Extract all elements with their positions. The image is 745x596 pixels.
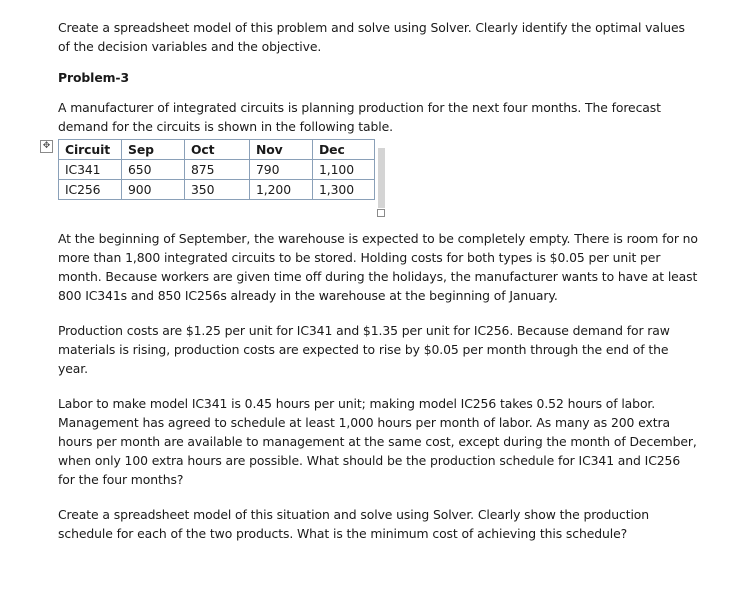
resize-handle-icon[interactable] bbox=[377, 209, 385, 217]
table-cell[interactable]: 650 bbox=[122, 160, 185, 180]
demand-table-container bbox=[42, 139, 388, 203]
table-cell[interactable]: 790 bbox=[250, 160, 313, 180]
table-header-row bbox=[59, 140, 375, 160]
problem-heading: Problem-3 bbox=[58, 70, 129, 85]
document-body bbox=[42, 18, 698, 559]
paragraph-labor: Labor to make model IC341 is 0.45 hours per unit; making model IC256 takes 0.52 hours of labor. Management has agreed to schedule at least 1,000 hours per month of labor. As many as 200 extra hours per month are available to management at the same cost, except during the month of December, when only 100 extra hours are possible. What should be the production schedule for IC341 and IC256 for the four months? bbox=[58, 396, 697, 487]
table-cell[interactable]: 1,100 bbox=[313, 160, 375, 180]
intro-text: Create a spreadsheet model of this problem and solve using Solver. Clearly identify the optimal values of the decision variables and the objective. bbox=[58, 20, 685, 54]
paragraph-warehouse: At the beginning of September, the warehouse is expected to be completely empty. There is room for no more than 1,800 integrated circuits to be stored. Holding costs for both types is $0.05 per unit per month. Because workers are given time off during the holidays, the manufacturer wants to have at least 800 IC341s and 850 IC256s already in the warehouse at the beginning of January. bbox=[58, 231, 698, 303]
table-row bbox=[59, 180, 375, 200]
table-cell[interactable]: 875 bbox=[185, 160, 250, 180]
table-cell[interactable]: IC341 bbox=[59, 160, 122, 180]
header-cell-oct[interactable]: Oct bbox=[185, 140, 250, 160]
column-selection-shade bbox=[378, 148, 385, 208]
header-cell-sep[interactable]: Sep bbox=[122, 140, 185, 160]
table-cell[interactable]: IC256 bbox=[59, 180, 122, 200]
paragraph-task: Create a spreadsheet model of this situation and solve using Solver. Clearly show the production schedule for each of the two products. What is the minimum cost of achieving this schedule? bbox=[58, 507, 650, 541]
table-row bbox=[59, 160, 375, 180]
header-cell-nov[interactable]: Nov bbox=[250, 140, 313, 160]
table-cell[interactable]: 1,300 bbox=[313, 180, 375, 200]
table-cell[interactable]: 900 bbox=[122, 180, 185, 200]
move-icon[interactable]: ✥ bbox=[40, 140, 53, 153]
problem-description: A manufacturer of integrated circuits is planning production for the next four months. The forecast demand for the circuits is shown in the following table. bbox=[58, 100, 661, 134]
header-cell-dec[interactable]: Dec bbox=[313, 140, 375, 160]
table-cell[interactable]: 1,200 bbox=[250, 180, 313, 200]
paragraph-production-costs: Production costs are $1.25 per unit for IC341 and $1.35 per unit for IC256. Because demand for raw materials is rising, production costs are expected to rise by $0.05 per month through the end of the year. bbox=[58, 323, 670, 376]
demand-table bbox=[58, 139, 375, 200]
header-cell-circuit[interactable]: Circuit bbox=[59, 140, 122, 160]
table-cell[interactable]: 350 bbox=[185, 180, 250, 200]
